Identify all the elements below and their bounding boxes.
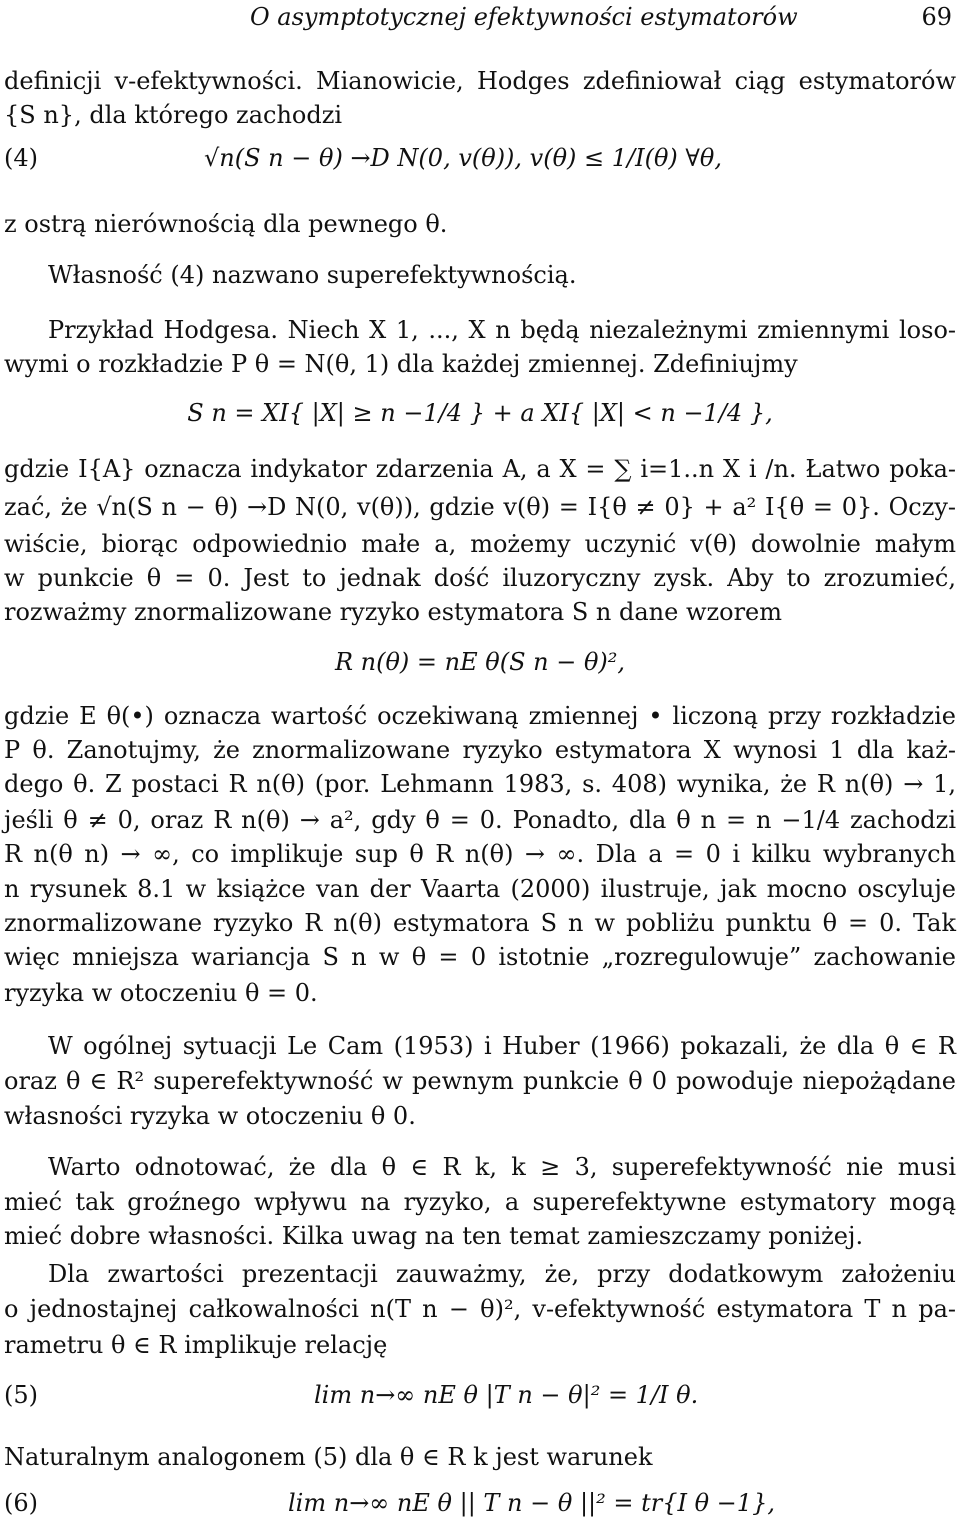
text-line: wymi o rozkładzie P θ = N(θ, 1) dla każdej zmiennej. Zdefiniujmy (4, 350, 798, 378)
text-line: {S n}, dla którego zachodzi (4, 101, 343, 129)
text-line: rozważmy znormalizowane ryzyko estymatora S n dane wzorem (4, 598, 783, 626)
text-line: P θ. Zanotujmy, że znormalizowane ryzyko estymatora X wynosi 1 dla każ- (4, 736, 956, 764)
text-line: oraz θ ∈ R² superefektywność w pewnym punkcie θ 0 powoduje niepożądane (4, 1067, 956, 1095)
text-line: Dla zwartości prezentacji zauważmy, że, przy dodatkowym założeniu (48, 1260, 956, 1288)
text-line: Warto odnotować, że dla θ ∈ R k, k ≥ 3, superefektywność nie musi (48, 1153, 956, 1181)
text-line: w punkcie θ = 0. Jest to jednak dość iluzoryczny zysk. Aby to zrozumieć, (4, 564, 956, 592)
running-title: O asymptotycznej efektywności estymatorów (250, 3, 798, 31)
text-line: mieć dobre własności. Kilka uwag na ten temat zamieszczamy poniżej. (4, 1222, 864, 1250)
text-line: z ostrą nierównością dla pewnego θ. (4, 210, 448, 238)
text-line: ryzyka w otoczeniu θ = 0. (4, 979, 318, 1007)
text-line: zać, że √n(S n − θ) →D N(0, v(θ)), gdzie v(θ) = I{θ ≠ 0} + a² I{θ = 0}. Oczy- (4, 493, 956, 521)
text-line: Przykład Hodgesa. Niech X 1, ..., X n będą niezależnymi zmiennymi loso- (48, 316, 956, 344)
text-line: rametru θ ∈ R implikuje relację (4, 1331, 388, 1359)
display-equation-sn: S n = XI{ |X| ≥ n −1/4 } + a XI{ |X| < n −1/4 }, (187, 399, 773, 427)
text-line: mieć tak groźnego wpływu na ryzyko, a superefektywne estymatory mogą (4, 1188, 956, 1216)
equation-label: (4) (4, 144, 38, 172)
equation-label: (5) (4, 1381, 38, 1409)
equation-body: lim n→∞ nE θ || T n − θ ||² = tr{I θ −1}, (288, 1489, 775, 1517)
text-line: gdzie I{A} oznacza indykator zdarzenia A, a X = ∑ i=1..n X i /n. Łatwo poka- (4, 455, 956, 483)
page-number: 69 (921, 3, 952, 31)
text-line: o jednostajnej całkowalności n(T n − θ)², v-efektywność estymatora T n pa- (4, 1295, 956, 1323)
text-line: R n(θ n) → ∞, co implikuje sup θ R n(θ) → ∞. Dla a = 0 i kilku wybranych (4, 840, 956, 868)
equation-label: (6) (4, 1489, 38, 1517)
text-line: więc mniejsza wariancja S n w θ = 0 istotnie „rozregulowuje” zachowanie (4, 943, 956, 971)
text-line: W ogólnej sytuacji Le Cam (1953) i Huber (1966) pokazali, że dla θ ∈ R (48, 1032, 956, 1060)
text-line: Naturalnym analogonem (5) dla θ ∈ R k jest warunek (4, 1443, 653, 1471)
text-line: własności ryzyka w otoczeniu θ 0. (4, 1102, 416, 1130)
text-line: gdzie E θ(•) oznacza wartość oczekiwaną zmiennej • liczoną przy rozkładzie (4, 702, 956, 730)
text-line: definicji v-efektywności. Mianowicie, Hodges zdefiniował ciąg estymatorów (4, 67, 956, 95)
text-line: jeśli θ ≠ 0, oraz R n(θ) → a², gdy θ = 0. Ponadto, dla θ n = n −1/4 zachodzi (4, 806, 956, 834)
text-line: Własność (4) nazwano superefektywnością. (48, 261, 577, 289)
text-line: n rysunek 8.1 w książce van der Vaarta (2000) ilustruje, jak mocno oscyluje (4, 875, 956, 903)
text-line: znormalizowane ryzyko R n(θ) estymatora S n w pobliżu punktu θ = 0. Tak (4, 909, 956, 937)
equation-body: lim n→∞ nE θ |T n − θ|² = 1/I θ. (314, 1381, 699, 1409)
equation-body: √n(S n − θ) →D N(0, v(θ)), v(θ) ≤ 1/I(θ) ∀θ, (204, 144, 722, 172)
display-equation-risk: R n(θ) = nE θ(S n − θ)², (334, 648, 626, 676)
text-line: dego θ. Z postaci R n(θ) (por. Lehmann 1983, s. 408) wynika, że R n(θ) → 1, (4, 770, 956, 798)
text-line: wiście, biorąc odpowiednio małe a, możemy uczynić v(θ) dowolnie małym (4, 530, 956, 558)
